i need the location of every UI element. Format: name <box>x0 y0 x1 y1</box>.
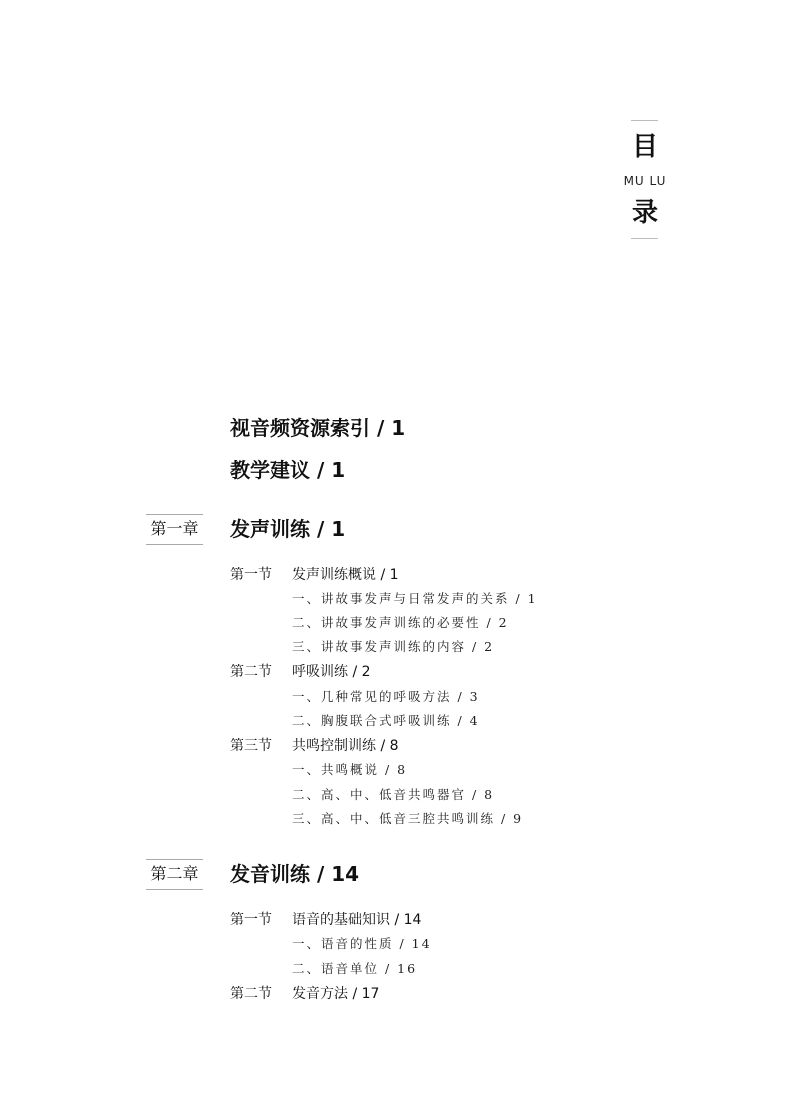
toc-entry-av-index[interactable]: 视音频资源索引 / 1 <box>230 416 406 440</box>
section-title: 语音的基础知识 / 14 <box>292 912 422 928</box>
title-top-rule <box>631 120 658 121</box>
chapter-title[interactable]: 发音训练 / 14 <box>230 862 360 886</box>
section-title: 呼吸训练 / 2 <box>292 664 371 680</box>
subsection-entry[interactable]: 二、胸腹联合式呼吸训练 / 4 <box>292 713 480 728</box>
chapter-label-top-rule <box>146 859 203 860</box>
section-number: 第一节 <box>230 567 272 583</box>
section-number: 第一节 <box>230 912 272 928</box>
section-entry[interactable] <box>230 911 421 929</box>
subsection-entry[interactable]: 一、语音的性质 / 14 <box>292 936 432 951</box>
section-number: 第二节 <box>230 664 272 680</box>
section-title: 共鸣控制训练 / 8 <box>292 738 399 754</box>
subsection-entry[interactable]: 三、讲故事发声训练的内容 / 2 <box>292 639 495 654</box>
subsection-entry[interactable]: 一、几种常见的呼吸方法 / 3 <box>292 689 480 704</box>
chapter-label <box>146 514 203 544</box>
subsection-entry[interactable]: 二、高、中、低音共鸣器官 / 8 <box>292 787 495 802</box>
section-title: 发声训练概说 / 1 <box>292 567 399 583</box>
title-char-top: 目 <box>631 132 658 162</box>
subsection-entry[interactable]: 二、讲故事发声训练的必要性 / 2 <box>292 615 509 630</box>
chapter-label <box>146 859 203 889</box>
chapter-label-bottom-rule <box>146 889 203 890</box>
section-entry[interactable] <box>230 663 371 681</box>
section-entry[interactable] <box>230 985 379 1003</box>
section-number: 第二节 <box>230 986 272 1002</box>
chapter-label-bottom-rule <box>146 544 203 545</box>
subsection-entry[interactable]: 三、高、中、低音三腔共鸣训练 / 9 <box>292 811 524 826</box>
toc-entry-teaching-advice[interactable]: 教学建议 / 1 <box>230 458 346 482</box>
chapter-label-top-rule <box>146 514 203 515</box>
section-entry[interactable] <box>230 566 399 584</box>
chapter-title[interactable]: 发声训练 / 1 <box>230 517 346 541</box>
title-char-bottom: 录 <box>631 198 658 228</box>
title-pinyin: MU LU <box>623 174 667 188</box>
chapter-label-text: 第一章 <box>150 519 199 538</box>
subsection-entry[interactable]: 二、语音单位 / 16 <box>292 961 418 976</box>
title-bottom-rule <box>631 238 658 239</box>
subsection-entry[interactable]: 一、共鸣概说 / 8 <box>292 762 408 777</box>
section-title: 发音方法 / 17 <box>292 986 380 1002</box>
section-entry[interactable] <box>230 737 399 755</box>
chapter-label-text: 第二章 <box>150 864 199 883</box>
section-number: 第三节 <box>230 738 272 754</box>
subsection-entry[interactable]: 一、讲故事发声与日常发声的关系 / 1 <box>292 591 538 606</box>
